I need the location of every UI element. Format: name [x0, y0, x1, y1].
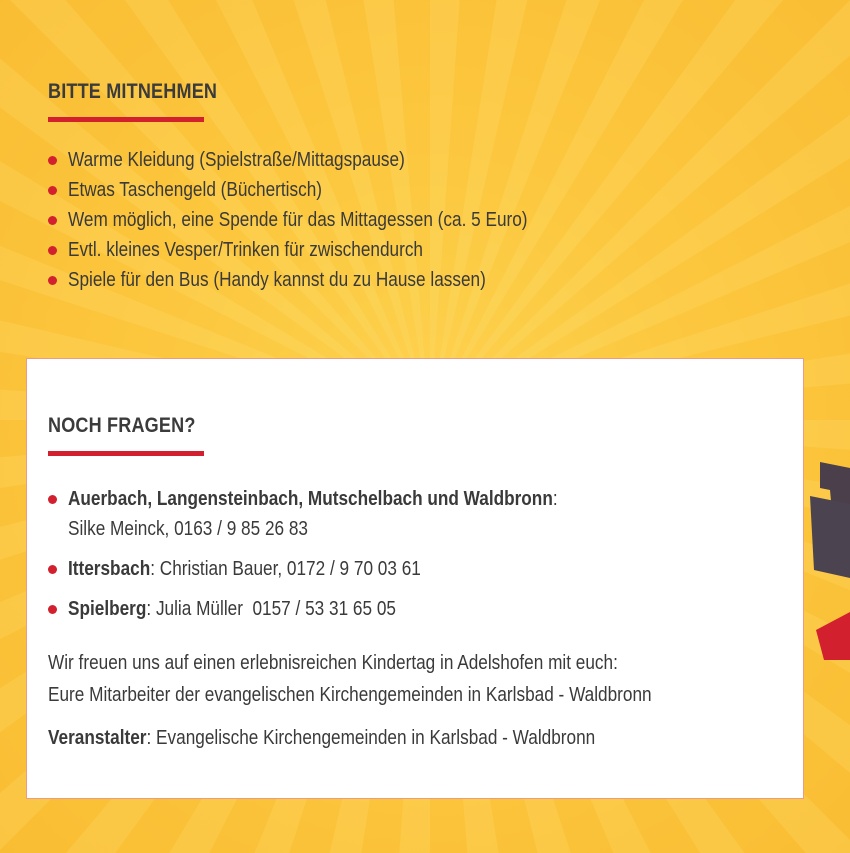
contact-list [48, 484, 637, 634]
list-item-text: Etwas Taschengeld (Büchertisch) [68, 179, 322, 201]
organizer-value: Evangelische Kirchengemeinden in Karlsbad - Waldbronn [156, 727, 596, 749]
contact-person: Silke Meinck, 0163 / 9 85 26 83 [68, 518, 308, 540]
contact-separator: : [150, 558, 155, 580]
bullet-icon [48, 186, 57, 195]
bullet-icon [48, 605, 57, 614]
list-item-text: Wem möglich, eine Spende für das Mittagessen (ca. 5 Euro) [68, 209, 528, 231]
decorative-shapes [810, 460, 850, 660]
contact-separator: : [552, 488, 558, 510]
mitnehmen-list [48, 145, 602, 295]
section-title-fragen: NOCH FRAGEN? [48, 414, 196, 437]
contact-item-auerbach [48, 484, 637, 554]
list-item [48, 145, 602, 175]
title-underline [48, 451, 204, 456]
title-underline [48, 117, 204, 122]
contact-place: Ittersbach [68, 558, 151, 580]
contact-item-spielberg [48, 594, 637, 634]
bullet-icon [48, 156, 57, 165]
contact-text [68, 554, 421, 584]
list-item-text: Evtl. kleines Vesper/Trinken für zwischendurch [68, 239, 423, 261]
organizer-separator: : [146, 727, 152, 749]
bullet-icon [48, 276, 57, 285]
organizer-line [48, 723, 595, 753]
list-item [48, 205, 602, 235]
list-item [48, 265, 602, 295]
organizer-label: Veranstalter [48, 727, 147, 749]
list-item-text: Spiele für den Bus (Handy kannst du zu Hause lassen) [68, 269, 486, 291]
contact-place: Auerbach, Langensteinbach, Mutschelbach und Waldbronn [68, 488, 553, 510]
contact-separator: : [146, 598, 152, 620]
bullet-icon [48, 495, 57, 504]
closing-line-2: Eure Mitarbeiter der evangelischen Kirchengemeinden in Karlsbad - Waldbronn [48, 684, 652, 706]
list-item [48, 175, 602, 205]
bullet-icon [48, 216, 57, 225]
contact-person: Christian Bauer, 0172 / 9 70 03 61 [159, 558, 421, 580]
contact-text [68, 594, 396, 624]
contact-person: Julia Müller 0157 / 53 31 65 05 [155, 598, 396, 620]
bullet-icon [48, 246, 57, 255]
bullet-icon [48, 565, 57, 574]
list-item [48, 235, 602, 265]
contact-place: Spielberg [68, 598, 147, 620]
closing-line-1: Wir freuen uns auf einen erlebnisreichen Kindertag in Adelshofen mit euch: [48, 652, 618, 674]
contact-text [68, 484, 558, 544]
contact-item-ittersbach [48, 554, 637, 594]
list-item-text: Warme Kleidung (Spielstraße/Mittagspause) [68, 149, 405, 171]
section-title-mitnehmen: BITTE MITNEHMEN [48, 80, 218, 103]
